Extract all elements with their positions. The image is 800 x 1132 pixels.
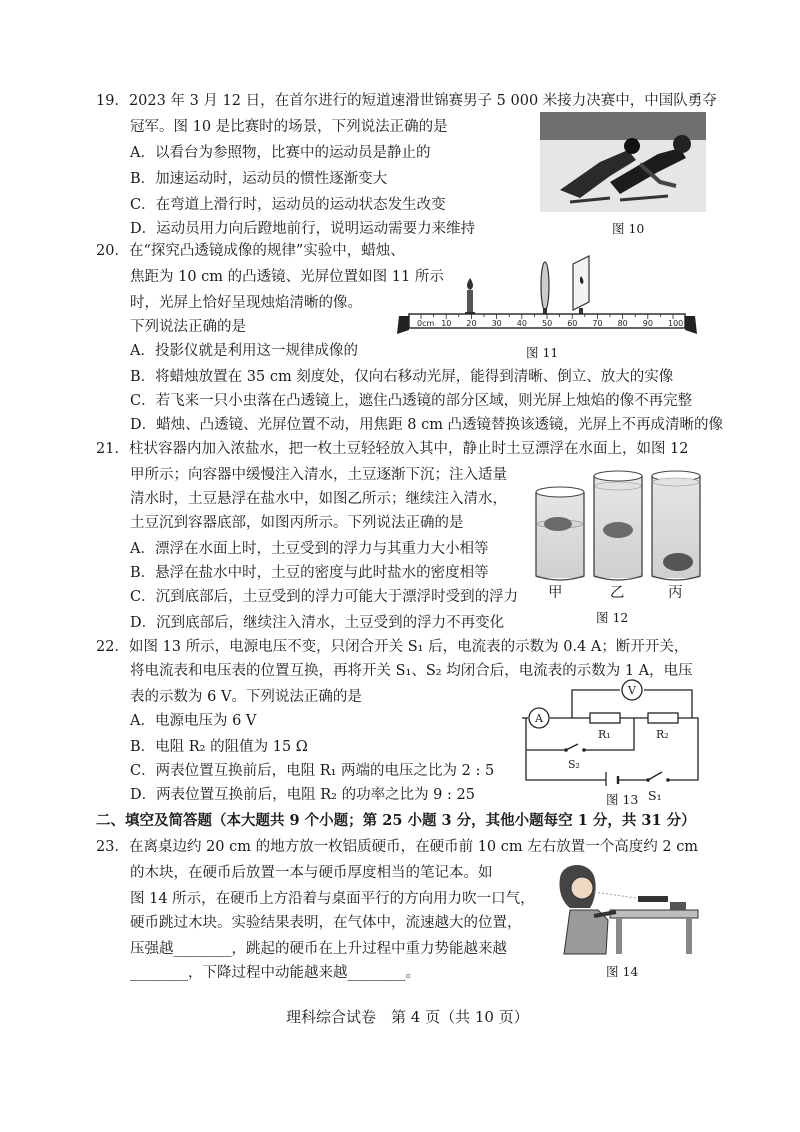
- ruler-label: 90: [642, 319, 653, 328]
- ruler-label: 20: [466, 319, 477, 328]
- q22-line-1: 22．如图 13 所示，电源电压不变，只闭合开关 S₁ 后，电流表的示数为 0.4 A；断开开关，: [96, 639, 689, 655]
- battery-icon: [606, 772, 618, 786]
- switch-s2-label: S₂: [568, 758, 580, 771]
- q21-line-1: 21．柱状容器内加入浓盐水，把一枚土豆轻轻放入其中，静止时土豆漂浮在水面上，如图 12: [96, 441, 689, 457]
- q20-option-a: A．投影仪就是利用这一规律成像的: [130, 343, 358, 359]
- q20-option-c: C．若飞来一只小虫落在凸透镜上，遮住凸透镜的部分区域，则光屏上烛焰的像不再完整: [130, 393, 693, 409]
- q21-option-a: A．漂浮在水面上时，土豆受到的浮力与其重力大小相等: [130, 541, 489, 557]
- figure-12-label-yi: 乙: [610, 585, 625, 601]
- figure-11-optical-bench: [395, 246, 700, 338]
- figure-12-caption: 图 12: [596, 610, 629, 625]
- figure-14-illustration: [550, 858, 700, 956]
- q22-option-c: C．两表位置互换前后，电阻 R₁ 两端的电压之比为 2 : 5: [130, 763, 495, 779]
- figure-12-beakers: [532, 466, 707, 584]
- q21-option-c: C．沉到底部后，土豆受到的浮力可能大于漂浮时受到的浮力: [130, 589, 519, 605]
- resistor-r2: [648, 713, 678, 723]
- figure-12-label-bing: 丙: [668, 585, 683, 601]
- figure-12-label-jia: 甲: [548, 585, 563, 601]
- beaker-bing: [652, 471, 700, 580]
- ammeter-icon: [529, 708, 549, 728]
- ruler-label: 0cm: [417, 319, 435, 328]
- q19-option-d: D．运动员用力向后蹬地前行，说明运动需要力来维持: [130, 221, 476, 237]
- q19-option-c: C．在弯道上滑行时，运动员的运动状态发生改变: [130, 197, 446, 213]
- q19-line-1: 19．2023 年 3 月 12 日，在首尔进行的短道速滑世锦赛男子 5 000 米接力决赛中，中国队勇夺: [96, 93, 717, 109]
- figure-13-caption: 图 13: [606, 792, 639, 807]
- ruler-label: 60: [567, 319, 578, 328]
- light-screen-icon: [573, 256, 589, 314]
- switch-s1-label: S₁: [648, 788, 662, 803]
- ruler-label: 50: [542, 319, 553, 328]
- ruler-label: 100: [668, 319, 684, 328]
- q22-option-a: A．电源电压为 6 V: [130, 713, 257, 729]
- voltmeter-icon: [622, 680, 642, 700]
- q22-line-2: 将电流表和电压表的位置互换，再将开关 S₁、S₂ 均闭合后，电流表的示数为 1 A，电压: [130, 663, 693, 679]
- q20-option-b: B．将蜡烛放置在 35 cm 刻度处，仅向右移动光屏，能得到清晰、倒立、放大的实像: [130, 369, 674, 385]
- q19-option-b: B．加速运动时，运动员的惯性逐渐变大: [130, 171, 388, 187]
- q23-line-5: 压强越________，跳起的硬币在上升过程中重力势能越来越: [130, 941, 507, 957]
- ruler-label: 70: [592, 319, 603, 328]
- q20-line-4: 下列说法正确的是: [130, 319, 246, 335]
- figure-13-circuit: [518, 678, 708, 786]
- figure-10-photo: [540, 112, 706, 212]
- q21-option-b: B．悬浮在盐水中时，土豆的密度与此时盐水的密度相等: [130, 565, 489, 581]
- q21-option-d: D．沉到底部后，继续注入清水，土豆受到的浮力不再变化: [130, 615, 505, 631]
- ruler-label: 10: [441, 319, 452, 328]
- q21-line-3: 清水时，土豆悬浮在盐水中，如图乙所示；继续注入清水，: [130, 491, 507, 507]
- figure-11-caption: 图 11: [526, 345, 559, 360]
- q20-line-2: 焦距为 10 cm 的凸透镜、光屏位置如图 11 所示: [130, 269, 444, 285]
- q22-option-b: B．电阻 R₂ 的阻值为 15 Ω: [130, 739, 308, 755]
- beaker-jia: [536, 466, 584, 580]
- figure-14-caption: 图 14: [606, 964, 639, 979]
- resistor-r1: [590, 713, 620, 723]
- q22-line-3: 表的示数为 6 V。下列说法正确的是: [130, 689, 362, 705]
- ruler-label: 30: [491, 319, 502, 328]
- q21-line-4: 土豆沉到容器底部，如图丙所示。下列说法正确的是: [130, 515, 464, 531]
- q23-line-1: 23．在离桌边约 20 cm 的地方放一枚铝质硬币，在硬币前 10 cm 左右放置一个高度约 2 cm: [96, 839, 699, 855]
- ruler-label: 40: [516, 319, 527, 328]
- q20-option-d: D．蜡烛、凸透镜、光屏位置不动，用焦距 8 cm 凸透镜替换该透镜，光屏上不再成清晰的像: [130, 417, 724, 433]
- q23-line-6: ________，下降过程中动能越来越________。: [130, 965, 420, 981]
- q23-line-2: 的木块，在硬币后放置一本与硬币厚度相当的笔记本。如: [130, 865, 493, 881]
- section-2-heading: 二、填空及简答题（本大题共 9 个小题；第 25 小题 3 分，其他小题每空 1 分，共 31 分）: [96, 812, 696, 829]
- page-footer: 理科综合试卷 第 4 页（共 10 页）: [286, 1008, 529, 1026]
- q21-line-2: 甲所示；向容器中缓慢注入清水，土豆逐渐下沉；注入适量: [130, 467, 507, 483]
- q23-line-3: 图 14 所示，在硬币上方沿着与桌面平行的方向用力吹一口气，: [130, 891, 535, 907]
- ruler-label: 80: [617, 319, 628, 328]
- ammeter-label: A: [535, 712, 543, 725]
- convex-lens-icon: [541, 262, 549, 314]
- candle-icon: [465, 278, 475, 316]
- q20-line-3: 时，光屏上恰好呈现烛焰清晰的像。: [130, 295, 362, 311]
- q19-option-a: A．以看台为参照物，比赛中的运动员是静止的: [130, 145, 431, 161]
- voltmeter-label: V: [628, 684, 636, 697]
- q22-option-d: D．两表位置互换前后，电阻 R₂ 的功率之比为 9 : 25: [130, 787, 475, 803]
- resistor-r2-label: R₂: [656, 728, 669, 741]
- figure-10-caption: 图 10: [612, 221, 645, 236]
- q20-line-1: 20．在“探究凸透镜成像的规律”实验中，蜡烛、: [96, 243, 405, 259]
- q23-line-4: 硬币跳过木块。实验结果表明，在气体中，流速越大的位置，: [130, 915, 522, 931]
- beaker-yi: [594, 471, 642, 580]
- q19-line-2: 冠军。图 10 是比赛时的场景，下列说法正确的是: [130, 119, 448, 135]
- resistor-r1-label: R₁: [598, 728, 611, 741]
